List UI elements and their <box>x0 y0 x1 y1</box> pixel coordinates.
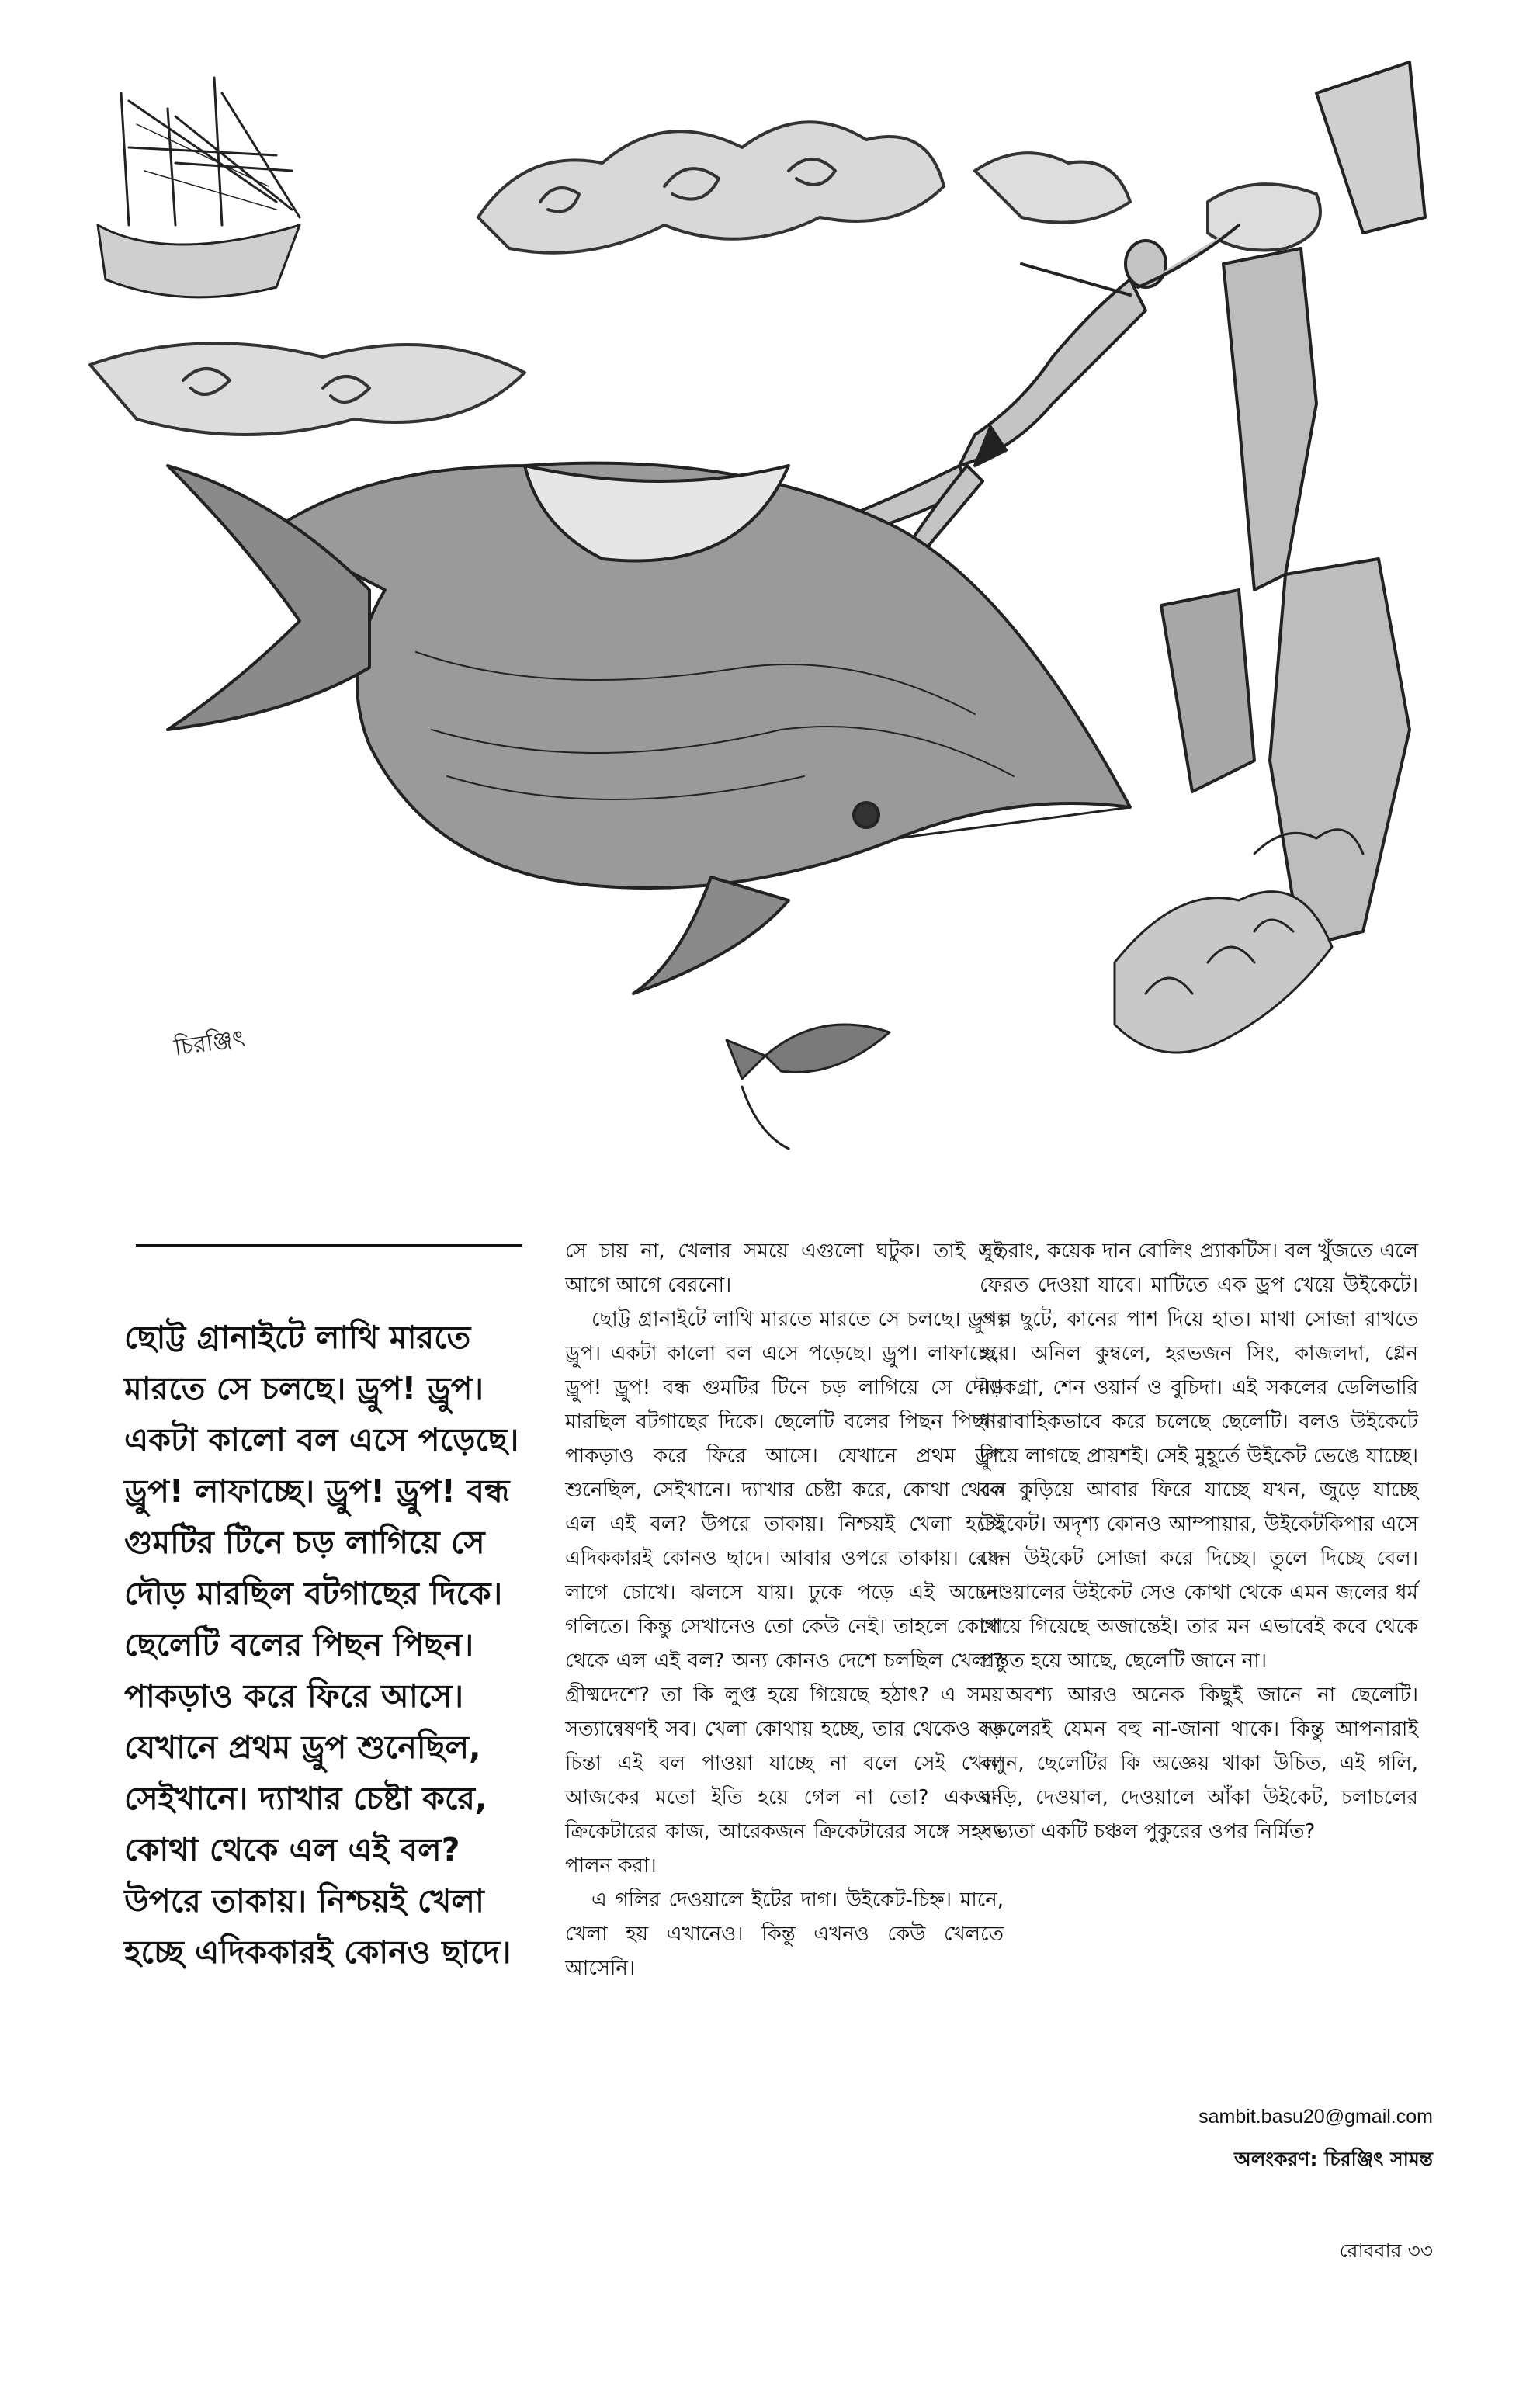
paragraph: সুতরাং, কয়েক দান বোলিং প্র্যাকটিস। বল খুঁজতে এলে ফেরত দেওয়া যাবে। মাটিতে এক ড্রপ খেয়ে উইকেটে। অল্প ছুটে, কানের পাশ দিয়ে হাত। মাথা সোজা রাখতে হবে। অনিল কুম্বলে, হরভজন সিং, কাজলদা, গ্লেন ম্যাকগ্রা, শেন ওয়ার্ন ও বুচিদা। এই সকলের ডেলিভারি ধারাবাহিকভাবে করে চলেছে ছেলেটি। বলও উইকেটে গিয়ে লাগছে প্রায়শই। সেই মুহূর্তে উইকেট ভেঙে যাচ্ছে। বল কুড়িয়ে আবার ফিরে যাচ্ছে যখন, জুড়ে যাচ্ছে উইকেট। অদৃশ্য কোনও আম্পায়ার, উইকেটকিপার এসে যেন উইকেট সোজা করে দিচ্ছে। তুলে দিচ্ছে বেল। দেওয়ালের উইকেট সেও কোথা থেকে এমন জলের ধর্ম পেয়ে গিয়েছে অজান্তেই। তার মন এভাবেই কবে থেকে প্রস্তুত হয়ে আছে, ছেলেটি জানে না। <box>980 1240 1418 1673</box>
ship-drawing <box>98 78 300 297</box>
page-folio: রোববার ৩৩ <box>1339 2239 1433 2262</box>
paragraph: অবশ্য আরও অনেক কিছুই জানে না ছেলেটি। সকলেরই যেমন বহু না-জানা থাকে। কিন্তু আপনারাই বলুন, ছেলেটির কি অজ্ঞেয় থাকা উচিত, এই গলি, বাড়ি, দেওয়াল, দেওয়ালে আঁকা উইকেট, চলাচলের সভ্যতা একটি চঞ্চল পুকুরের ওপর নির্মিত? <box>980 1684 1418 1843</box>
paragraph: সে চায় না, খেলার সময়ে এগুলো ঘটুক। তাই এই আগে আগে বেরনো। <box>565 1240 1004 1297</box>
artist-signature: চিরঞ্জিৎ <box>172 1025 247 1062</box>
article-column-2 <box>565 1234 1004 1985</box>
illustration-credit: অলংকরণ: চিরঞ্জিৎ সামন্ত <box>1234 2148 1433 2170</box>
whale-drawing <box>168 463 1130 994</box>
paragraph: এ গলির দেওয়ালে ইটের দাগ। উইকেট-চিহ্ন। মানে, খেলা হয় এখানেও। কিন্তু এখনও কেউ খেলতে আসেনি। <box>565 1888 1004 1980</box>
fish-drawing <box>727 1025 890 1149</box>
paragraph: ছোট্ট গ্রানাইটে লাথি মারতে মারতে সে চলছে। ড্রুপ। ড্রুপ। একটা কালো বল এসে পড়েছে। ড্রুপ। লাফাচ্ছে। ড্রুপ! ড্রুপ! বন্ধ গুমটির টিনে চড় লাগিয়ে সে দৌড় মারছিল বটগাছের দিকে। ছেলেটি বলের পিছন পিছন। পাকড়াও করে ফিরে আসে। যেখানে প্রথম ড্রুপ শুনেছিল, সেইখানে। দ্যাখার চেষ্টা করে, কোথা থেকে এল এই বল? উপরে তাকায়। নিশ্চয়ই খেলা হচ্ছে এদিককারই কোনও ছাদে। আবার ওপরে তাকায়। রোদ লাগে চোখে। ঝলসে যায়। ঢুকে পড়ে এই অচেনা গলিতে। কিন্তু সেখানেও তো কেউ নেই। তাহলে কোথা থেকে এল এই বল? অন্য কোনও দেশে চলছিল খেলা? গ্রীষ্মদেশে? তা কি লুপ্ত হয়ে গিয়েছে হঠাৎ? এ সময় সত্যান্বেষণই সব। খেলা কোথায় হচ্ছে, তার থেকেও বড় চিন্তা এই বল পাওয়া যাচ্ছে না বলে সেই খেলা আজকের মতো ইতি হয়ে গেল না তো? একজন ক্রিকেটারের কাজ, আরেকজন ক্রিকেটারের সঙ্গে সহবৎ পালন করা। <box>565 1308 1004 1878</box>
author-email: sambit.basu20@gmail.com <box>1198 2106 1433 2128</box>
illustration-whale <box>43 31 1441 1195</box>
pull-quote-rule <box>136 1244 522 1247</box>
article-column-3 <box>980 1234 1418 1849</box>
pull-quote: ছোট্ট গ্রানাইটে লাথি মারতে মারতে সে চলছে। ড্রুপ! ড্রুপ। একটা কালো বল এসে পড়েছে। ড্রুপ! লাফাচ্ছে। ড্রুপ! ড্রুপ! বন্ধ গুমটির টিনে চড় লাগিয়ে সে দৌড় মারছিল বটগাছের দিকে। ছেলেটি বলের পিছন পিছন। পাকড়াও করে ফিরে আসে। যেখানে প্রথম ড্রুপ শুনেছিল, সেইখানে। দ্যাখার চেষ্টা করে, কোথা থেকে এল এই বল? উপরে তাকায়। নিশ্চয়ই খেলা হচ্ছে এদিককারই কোনও ছাদে। <box>124 1319 519 1971</box>
